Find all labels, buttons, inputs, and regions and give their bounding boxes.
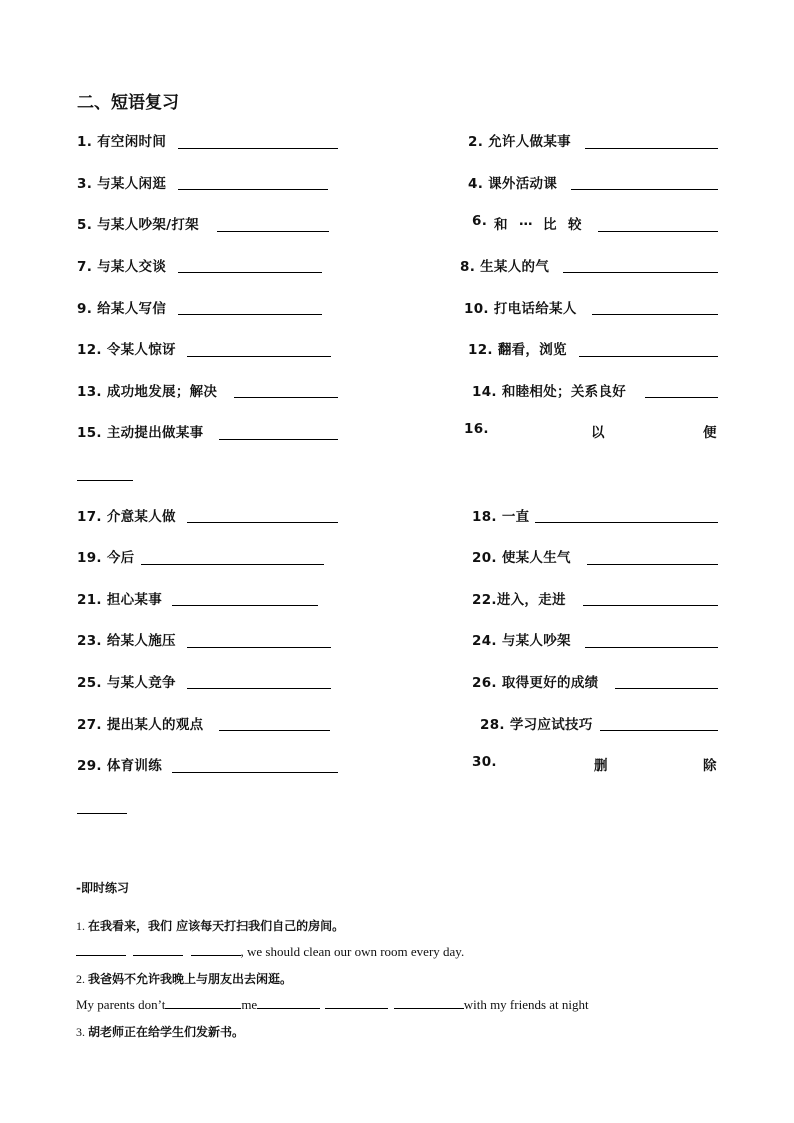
practice-title: -即时练习 (76, 881, 129, 895)
question-2-text-c: with my friends at night (463, 997, 589, 1012)
answer-line-28[interactable] (600, 730, 718, 731)
question-1-blank-2[interactable] (133, 943, 183, 956)
phrase-18: 18. 一直 (472, 509, 530, 525)
question-2-blank-1[interactable] (165, 996, 241, 1009)
answer-line-26[interactable] (615, 688, 718, 689)
answer-line-29[interactable] (172, 772, 338, 773)
answer-line-3[interactable] (178, 189, 328, 190)
phrase-5: 5. 与某人吵架/打架 (77, 217, 199, 233)
answer-line-5[interactable] (217, 231, 329, 232)
phrase-19: 19. 今后 (77, 550, 135, 566)
question-1-number: 1. (76, 919, 85, 933)
answer-line-14[interactable] (645, 397, 718, 398)
question-3-chinese: 胡老师正在给学生们发新书。 (88, 1025, 245, 1039)
phrase-15: 15. 主动提出做某事 (77, 425, 204, 441)
phrase-22: 22.进入，走进 (472, 592, 566, 608)
answer-line-30[interactable] (77, 813, 127, 814)
answer-line-7[interactable] (178, 272, 322, 273)
phrase-12: 12. 翻看，浏览 (468, 342, 567, 358)
phrase-30-number: 30. (472, 754, 497, 770)
phrase-17: 17. 介意某人做 (77, 509, 176, 525)
phrase-30-char-1: 删 (594, 758, 608, 774)
phrase-16-char-2: 便 (703, 425, 717, 441)
question-2-chinese: 我爸妈不允许我晚上与朋友出去闲逛。 (88, 972, 293, 986)
phrase-8: 8. 生某人的气 (460, 259, 550, 275)
answer-line-4[interactable] (571, 189, 718, 190)
section-title: 二、短语复习 (77, 93, 179, 113)
answer-line-1[interactable] (178, 148, 338, 149)
answer-line-22[interactable] (583, 605, 718, 606)
answer-line-10[interactable] (592, 314, 718, 315)
phrase-27: 27. 提出某人的观点 (77, 717, 204, 733)
phrase-14: 14. 和睦相处；关系良好 (472, 384, 627, 400)
phrase-10: 10. 打电话给某人 (464, 301, 577, 317)
answer-line-23[interactable] (187, 647, 331, 648)
phrase-3: 3. 与某人闲逛 (77, 176, 167, 192)
answer-line-2[interactable] (585, 148, 718, 149)
answer-line-15[interactable] (219, 439, 338, 440)
phrase-25: 25. 与某人竞争 (77, 675, 176, 691)
phrase-30-char-2: 除 (703, 758, 717, 774)
answer-line-21[interactable] (172, 605, 318, 606)
question-2-english (76, 996, 589, 1013)
answer-line-24[interactable] (585, 647, 718, 648)
answer-line-27[interactable] (219, 730, 330, 731)
question-2-text-b: me (241, 997, 258, 1012)
phrase-24: 24. 与某人吵架 (472, 633, 571, 649)
question-2-text-a: My parents don’t (76, 997, 166, 1012)
question-2-blank-4[interactable] (394, 996, 464, 1009)
question-2-blank-2[interactable] (257, 996, 320, 1009)
answer-line-25[interactable] (187, 688, 331, 689)
question-1-english-text: , we should clean our own room every day. (240, 944, 465, 959)
answer-line-20[interactable] (587, 564, 718, 565)
phrase-6-char-1: 和 (494, 217, 508, 233)
phrase-13: 13. 成功地发展；解决 (77, 384, 218, 400)
phrase-21: 21. 担心某事 (77, 592, 163, 608)
question-1-english (76, 943, 464, 960)
question-1-chinese: 在我看来，我们 应该每天打扫我们自己的房间。 (88, 919, 345, 933)
question-2-number: 2. (76, 972, 85, 986)
phrase-16-number: 16. (464, 421, 489, 437)
question-1-blank-3[interactable] (191, 943, 241, 956)
phrase-6-char-2: 比 (543, 217, 557, 233)
phrase-6-ellipsis: … (519, 213, 533, 229)
question-1-blank-1[interactable] (76, 943, 126, 956)
phrase-6-number: 6. (472, 213, 488, 229)
phrase-9: 9. 给某人写信 (77, 301, 167, 317)
answer-line-17[interactable] (187, 522, 338, 523)
answer-line-8[interactable] (563, 272, 718, 273)
question-1 (76, 917, 344, 934)
question-3-number: 3. (76, 1025, 85, 1039)
answer-line-9[interactable] (178, 314, 322, 315)
phrase-2: 2. 允许人做某事 (468, 134, 571, 150)
phrase-29: 29. 体育训练 (77, 758, 163, 774)
answer-line-12[interactable] (579, 356, 718, 357)
phrase-20: 20. 使某人生气 (472, 550, 571, 566)
phrase-6-char-3: 较 (568, 217, 582, 233)
question-3 (76, 1023, 244, 1040)
phrase-23: 23. 给某人施压 (77, 633, 176, 649)
phrase-4: 4. 课外活动课 (468, 176, 558, 192)
answer-line-6[interactable] (598, 231, 718, 232)
answer-line-13[interactable] (234, 397, 338, 398)
answer-line-11[interactable] (187, 356, 331, 357)
answer-line-16[interactable] (77, 480, 133, 481)
answer-line-18[interactable] (535, 522, 718, 523)
phrase-7: 7. 与某人交谈 (77, 259, 167, 275)
question-2-blank-3[interactable] (325, 996, 388, 1009)
phrase-16-char-1: 以 (591, 425, 605, 441)
phrase-11: 12. 令某人惊讶 (77, 342, 176, 358)
phrase-28: 28. 学习应试技巧 (480, 717, 593, 733)
answer-line-19[interactable] (141, 564, 324, 565)
question-2 (76, 970, 292, 987)
phrase-26: 26. 取得更好的成绩 (472, 675, 599, 691)
phrase-1: 1. 有空闲时间 (77, 134, 167, 150)
